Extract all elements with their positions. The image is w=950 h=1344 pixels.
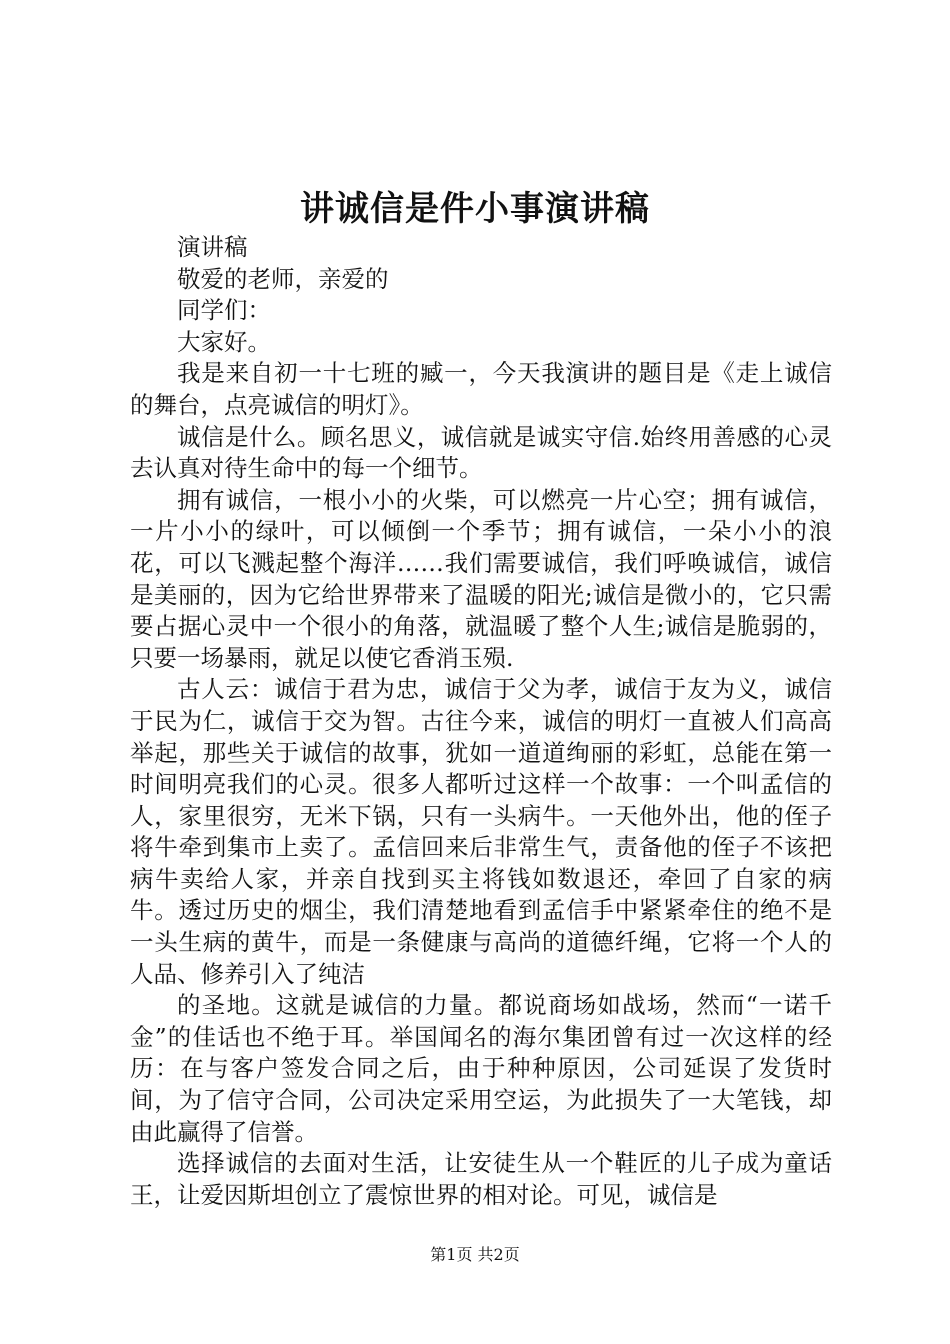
paragraph: 的圣地。这就是诚信的力量。都说商场如战场，然而“一诺千金”的佳话也不绝于耳。举国闻名的海尔集团曾有过一次这样的经历：在与客户签发合同之后，由于种种原因，公司延误了发货时间，为了信守合同，公司决定采用空运，为此损失了一大笔钱，却由此赢得了信誉。 [130, 991, 832, 1146]
paragraph: 演讲稿 [177, 233, 248, 261]
paragraph: 古人云：诚信于君为忠，诚信于父为孝，诚信于友为义，诚信于民为仁，诚信于交为智。古往今来，诚信的明灯一直被人们高高举起，那些关于诚信的故事，犹如一道道绚丽的彩虹，总能在第一时间明亮我们的心灵。很多人都听过这样一个故事：一个叫孟信的人，家里很穷，无米下锅，只有一头病牛。一天他外出，他的侄子将牛牵到集市上卖了。孟信回来后非常生气，责备他的侄子不该把病牛卖给人家，并亲自找到买主将钱如数退还，牵回了自家的病牛。透过历史的烟尘，我们清楚地看到孟信手中紧紧牵住的绝不是一头生病的黄牛，而是一条健康与高尚的道德纤绳，它将一个人的人品、修养引入了纯洁 [130, 675, 832, 988]
paragraph: 同学们： [177, 296, 271, 325]
paragraph: 拥有诚信，一根小小的火柴，可以燃亮一片心空；拥有诚信，一片小小的绿叶，可以倾倒一个季节；拥有诚信，一朵小小的浪花，可以飞溅起整个海洋……我们需要诚信，我们呼唤诚信，诚信是美丽的，因为它给世界带来了温暖的阳光;诚信是微小的，它只需要占据心灵中一个很小的角落，就温暖了整个人生;诚信是脆弱的，只要一场暴雨，就足以使它香消玉殒. [130, 485, 832, 672]
paragraph: 选择诚信的去面对生活，让安徒生从一个鞋匠的儿子成为童话王，让爱因斯坦创立了震惊世界的相对论。可见，诚信是 [130, 1149, 832, 1209]
paragraph: 敬爱的老师，亲爱的 [177, 264, 389, 293]
document-body [130, 232, 832, 1211]
paragraph: 我是来自初一十七班的臧一，今天我演讲的题目是《走上诚信的舞台，点亮诚信的明灯》。 [130, 359, 832, 419]
page-footer: 第1页 共2页 [430, 1245, 520, 1264]
paragraph: 大家好。 [177, 327, 271, 356]
paragraph: 诚信是什么。顾名思义，诚信就是诚实守信.始终用善感的心灵去认真对待生命中的每一个细节。 [130, 422, 832, 483]
document-title: 讲诚信是件小事演讲稿 [300, 189, 650, 229]
